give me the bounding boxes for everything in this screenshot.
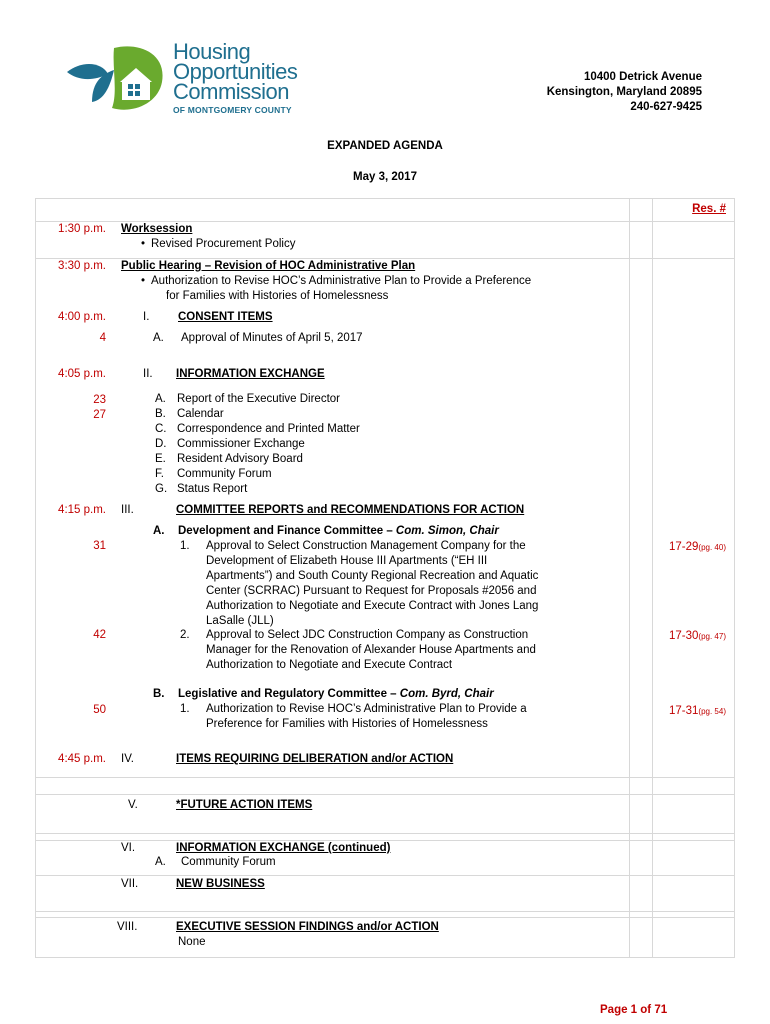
time-2: 3:30 p.m. (58, 260, 106, 272)
section-7-title: NEW BUSINESS (176, 878, 265, 890)
committee-a-title: Development and Finance Committee – Com. Simon, Chair (178, 525, 499, 537)
list-item: Calendar (177, 408, 224, 420)
agenda-date: May 3, 2017 (353, 171, 417, 183)
section-1-a-text: Approval of Minutes of April 5, 2017 (181, 332, 363, 344)
committee-b-title: Legislative and Regulatory Committee – Com. Byrd, Chair (178, 688, 494, 700)
hoc-logo (62, 39, 362, 126)
page-ref-info: 23 27 (93, 394, 106, 421)
logo-line-county: OF MONTGOMERY COUNTY (173, 105, 292, 115)
page-ref-50: 50 (93, 704, 106, 716)
item-a2-num: 2. (180, 629, 190, 641)
list-item: Report of the Executive Director (177, 393, 340, 405)
address-city: Kensington, Maryland 20895 (546, 86, 702, 98)
section-6-num: VI. (121, 842, 136, 854)
row-divider (36, 875, 734, 876)
worksession-title: Worksession (121, 223, 193, 235)
column-divider (652, 199, 653, 957)
section-1-num: I. (143, 311, 150, 323)
section-3-num: III. (121, 504, 134, 516)
worksession-item: • Revised Procurement Policy (141, 238, 296, 250)
section-6-a-text: Community Forum (181, 856, 276, 868)
page-ref-minutes: 4 (99, 332, 106, 344)
column-divider (629, 199, 630, 957)
list-item: Community Forum (177, 468, 272, 480)
hoc-leaf-house-icon (62, 42, 172, 126)
section-8-sub: None (178, 936, 206, 948)
section-3-title: COMMITTEE REPORTS and RECOMMENDATIONS FOR ACTION (176, 504, 525, 516)
list-item-letter: D. (155, 438, 167, 450)
time-3: 4:00 p.m. (58, 311, 106, 323)
list-item: Status Report (177, 483, 248, 495)
item-a2-text: Approval to Select JDC Construction Company as Construction Manager for the Renovation of Alexander House Apartments and Authorization to Negotiate and Execute Contract (206, 629, 536, 671)
section-6-a-letter: A. (155, 856, 166, 868)
hearing-title: Public Hearing – Revision of HOC Administrative Plan (121, 260, 416, 272)
list-item: Resident Advisory Board (177, 453, 303, 465)
page-ref-31: 31 (93, 540, 106, 552)
item-b1-text: Authorization to Revise HOC’s Administrative Plan to Provide a Preference for Families with Histories of Homelessness (206, 703, 527, 730)
resolution-17-31[interactable]: 17-31(pg. 54) (669, 705, 726, 717)
page-number: Page 1 of 71 (600, 1004, 668, 1016)
time-6: 4:45 p.m. (58, 753, 106, 765)
list-item-letter: A. (155, 393, 166, 405)
list-item-letter: G. (155, 483, 168, 495)
address-street: 10400 Detrick Avenue (583, 71, 702, 83)
list-item-letter: F. (155, 468, 164, 480)
logo-line-housing: Housing (173, 39, 251, 64)
resolution-17-29[interactable]: 17-29(pg. 40) (669, 541, 726, 553)
section-4-num: IV. (121, 753, 135, 765)
list-item-letter: E. (155, 453, 166, 465)
list-item: Correspondence and Printed Matter (177, 423, 360, 435)
row-divider (36, 911, 734, 912)
committee-a-letter: A. (153, 525, 165, 537)
time-5: 4:15 p.m. (58, 504, 106, 516)
address-block (547, 70, 702, 115)
committee-b-letter: B. (153, 688, 165, 700)
item-b1-num: 1. (180, 703, 190, 715)
row-divider (36, 833, 734, 834)
hearing-item-cont: for Families with Histories of Homelessness (166, 290, 389, 302)
section-2-list (155, 392, 360, 497)
section-6-title: INFORMATION EXCHANGE (continued) (176, 842, 391, 854)
hearing-item: • Authorization to Revise HOC’s Administrative Plan to Provide a Preference (141, 275, 532, 287)
address-phone: 240-627-9425 (630, 101, 702, 113)
section-1-a-letter: A. (153, 332, 164, 344)
agenda-title: EXPANDED AGENDA (327, 140, 443, 152)
item-a1-text: Approval to Select Construction Management Company for the Development of Elizabeth House III Apartments (“EH III Apartments”) and South County Regional Recreation and Aquatic Center (SCRRAC) Pursuant to Request for Proposals #2056 and Authorization to Negotiate and Execute Contract with Jones Lang LaSalle (JLL) (206, 540, 539, 627)
section-2-num: II. (143, 368, 153, 380)
res-column-header: Res. # (692, 203, 726, 215)
row-divider (36, 917, 734, 918)
section-2-title: INFORMATION EXCHANGE (176, 368, 325, 380)
section-4-title: ITEMS REQUIRING DELIBERATION and/or ACTION (176, 753, 454, 765)
time-4: 4:05 p.m. (58, 368, 106, 380)
logo-line-opportunities: Opportunities (173, 59, 298, 84)
logo-line-commission: Commission (173, 79, 290, 104)
list-item-letter: B. (155, 408, 166, 420)
list-item-letter: C. (155, 423, 167, 435)
resolution-17-30[interactable]: 17-30(pg. 47) (669, 630, 726, 642)
section-8-num: VIII. (117, 921, 138, 933)
section-1-title: CONSENT ITEMS (178, 311, 273, 323)
page-ref-42: 42 (93, 629, 106, 641)
section-5-num: V. (128, 799, 138, 811)
row-divider (36, 794, 734, 795)
row-divider (36, 777, 734, 778)
section-8-title: EXECUTIVE SESSION FINDINGS and/or ACTION (176, 921, 439, 933)
time-1: 1:30 p.m. (58, 223, 106, 235)
item-a1-num: 1. (180, 540, 190, 552)
list-item: Commissioner Exchange (177, 438, 305, 450)
section-7-num: VII. (121, 878, 139, 890)
section-5-title: *FUTURE ACTION ITEMS (176, 799, 313, 811)
